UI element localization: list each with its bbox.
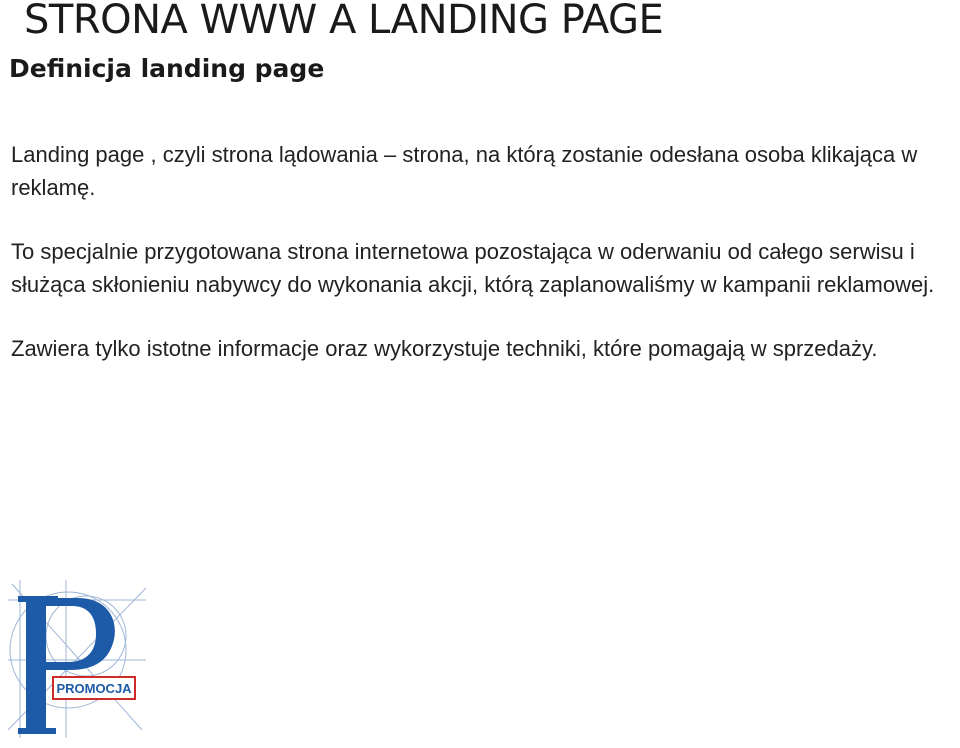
slide-subtitle: Definicja landing page — [9, 54, 325, 83]
paragraph-content: Zawiera tylko istotne informacje oraz wykorzystuje techniki, które pomagają w sprzedaży. — [11, 336, 878, 361]
promocja-logo-icon — [8, 580, 148, 740]
paragraph-definition: Landing page , czyli strona lądowania – strona, na którą zostanie odesłana osoba klikająca w reklamę. — [11, 142, 918, 200]
logo-text: PROMOCJA — [56, 681, 132, 696]
slide-title: STRONA WWW A LANDING PAGE — [24, 0, 664, 43]
paragraph-description: To specjalnie przygotowana strona internetowa pozostająca w oderwaniu od całego serwisu i służąca skłonieniu nabywcy do wykonania akcji, którą zaplanowaliśmy w kampanii reklamowej. — [11, 239, 935, 297]
slide-body — [11, 138, 956, 365]
logo-graphic — [8, 580, 148, 740]
